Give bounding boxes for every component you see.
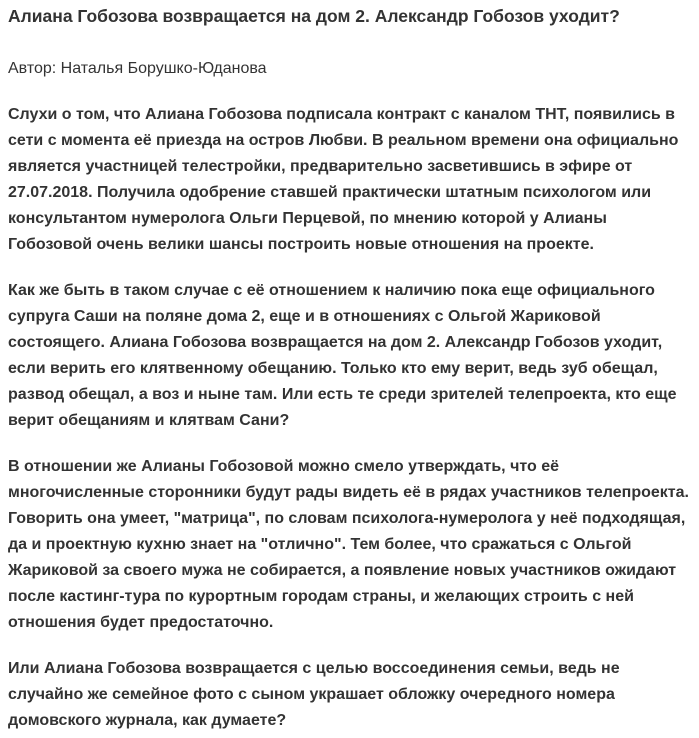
article-title: Алиана Гобозова возвращается на дом 2. Александр Гобозов уходит? [8, 6, 620, 26]
article-paragraph: Слухи о том, что Алиана Гобозова подписала контракт с каналом ТНТ, появились в сети с момента её приезда на остров Любви. В реальном времени она официально является участницей телестройки, предварительно засветившись в эфире от 27.07.2018. Получила одобрение ставшей практически штатным психологом или консультантом нумеролога Ольги Перцевой, по мнению которой у Алианы Гобозовой очень велики шансы построить новые отношения на проекте. [8, 106, 679, 253]
article [0, 4, 699, 734]
author-line: Автор: Наталья Борушко-Юданова [8, 60, 267, 77]
article-paragraph: Как же быть в таком случае с её отношением к наличию пока еще официального супруга Саши на поляне дома 2, еще и в отношениях с Ольгой Жариковой состоящего. Алиана Гобозова возвращается на дом 2. Александр Гобозов уходит, если верить его клятвенному обещанию. Только кто ему верит, ведь зуб обещал, развод обещал, а воз и ныне там. Или есть те среди зрителей телепроекта, кто еще верит обещаниям и клятвам Сани? [8, 282, 677, 429]
article-paragraph: В отношении же Алианы Гобозовой можно смело утверждать, что её многочисленные сторонники будут рады видеть её в рядах участников телепроекта. Говорить она умеет, "матрица", по словам психолога-нумеролога у неё подходящая, да и проектную кухню знает на "отлично". Тем более, что сражаться с Ольгой Жариковой за своего мужа не собирается, а появление новых участников ожидают после кастинг-тура по курортным городам страны, и желающих строить с ней отношения будет предостаточно. [8, 458, 689, 631]
article-paragraph: Или Алиана Гобозова возвращается с целью воссоединения семьи, ведь не случайно же семейное фото с сыном украшает обложку очередного номера домовского журнала, как думаете? [8, 660, 620, 729]
